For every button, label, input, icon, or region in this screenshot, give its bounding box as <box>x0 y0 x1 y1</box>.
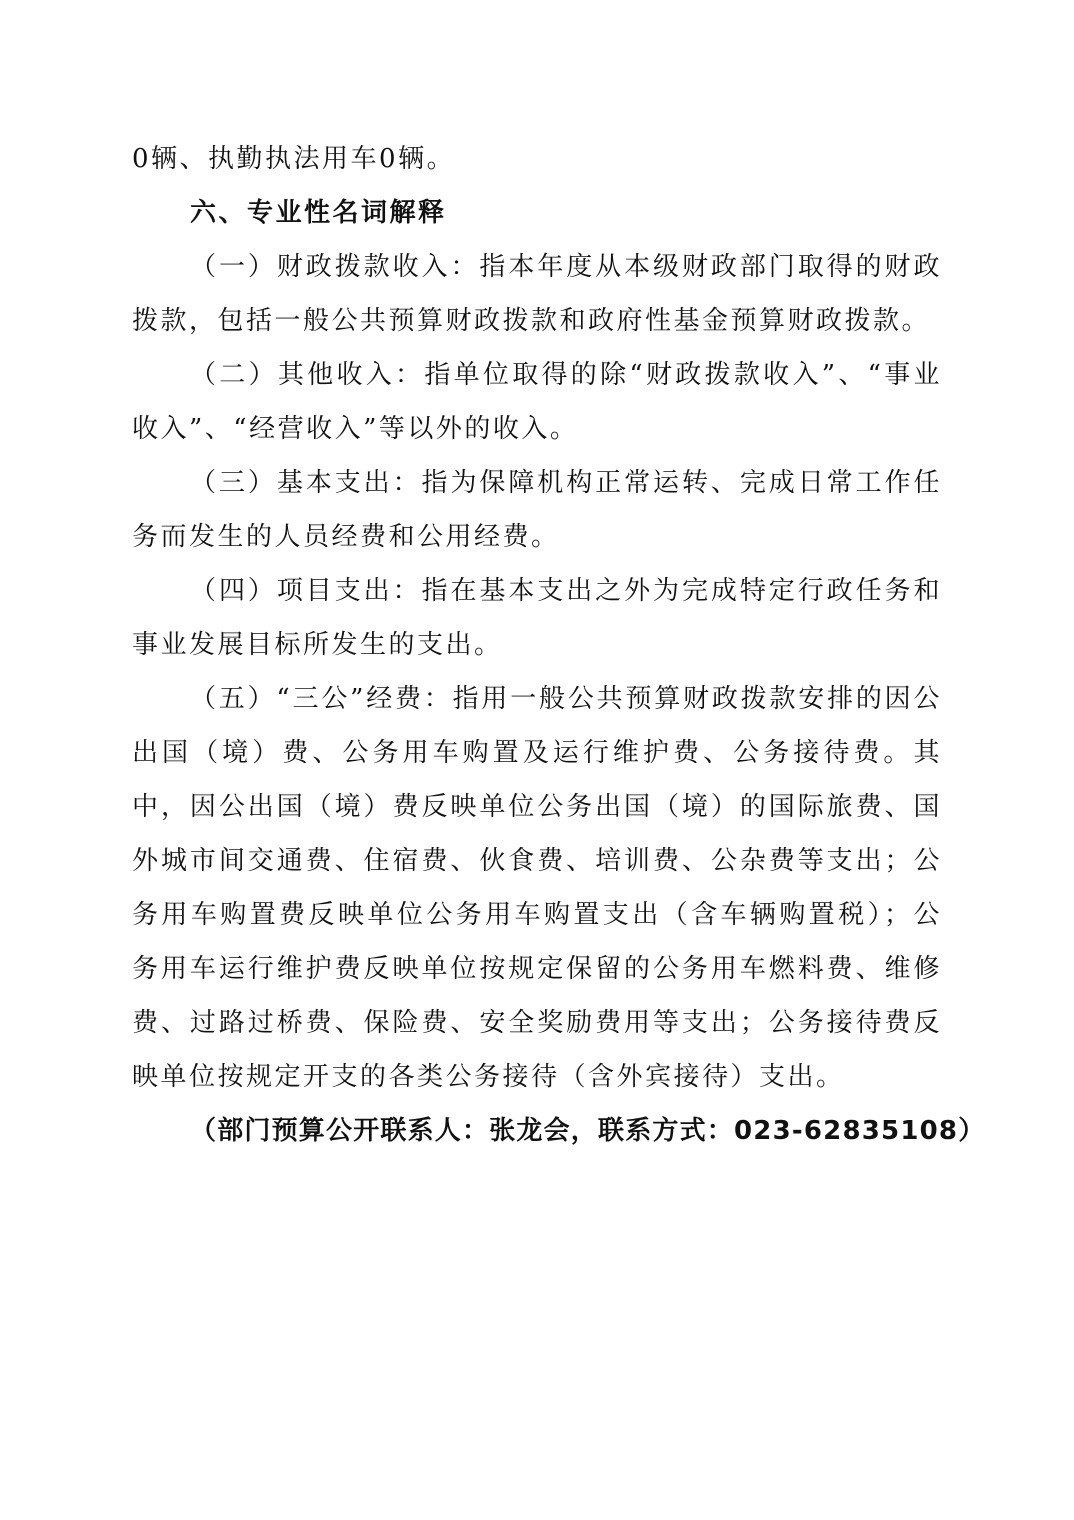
definition-paragraph: （一）财政拨款收入：指本年度从本级财政部门取得的财政拨款，包括一般公共预算财政拨款和政府性基金预算财政拨款。 <box>132 252 942 336</box>
section-heading: 六、专业性名词解释 <box>190 198 447 228</box>
continuation-text: 0辆、执勤执法用车0辆。 <box>132 144 456 174</box>
definition-paragraph: （三）基本支出：指为保障机构正常运转、完成日常工作任务而发生的人员经费和公用经费。 <box>132 468 942 552</box>
definition-paragraph: （四）项目支出：指在基本支出之外为完成特定行政任务和事业发展目标所发生的支出。 <box>132 576 942 660</box>
definition-paragraph: （二）其他收入：指单位取得的除“财政拨款收入”、“事业收入”、“经营收入”等以外的收入。 <box>132 360 942 444</box>
definition-paragraph: （五）“三公”经费：指用一般公共预算财政拨款安排的因公出国（境）费、公务用车购置及运行维护费、公务接待费。其中，因公出国（境）费反映单位公务出国（境）的国际旅费、国外城市间交通费、住宿费、伙食费、培训费、公杂费等支出；公务用车购置费反映单位公务用车购置支出（含车辆购置税）；公务用车运行维护费反映单位按规定保留的公务用车燃料费、维修费、过路过桥费、保险费、安全奖励费用等支出；公务接待费反映单位按规定开支的各类公务接待（含外宾接待）支出。 <box>132 684 942 1092</box>
contact-line: （部门预算公开联系人：张龙会，联系方式：023-62835108） <box>190 1116 986 1146</box>
document-body <box>132 132 986 1158</box>
